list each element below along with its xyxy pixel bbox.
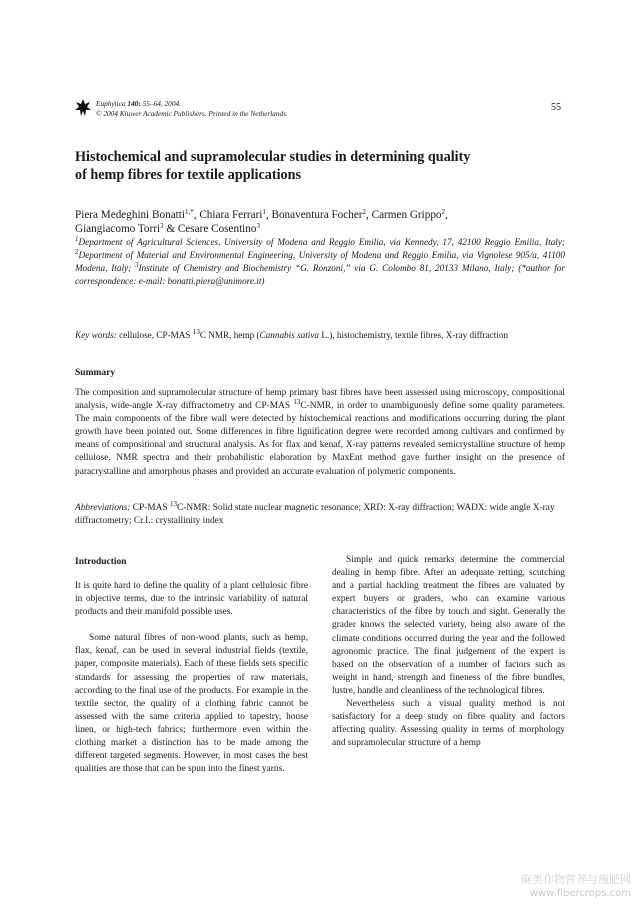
kluwer-logo-icon (75, 99, 91, 117)
author-sup: 2 (441, 208, 446, 216)
title-line-2: of hemp fibres for textile applications (75, 167, 302, 183)
abbreviations-label: Abbreviations: (75, 503, 131, 513)
summary-sup: 13 (293, 398, 301, 407)
author-sup: 2 (362, 208, 367, 216)
intro-paragraph-3: Simple and quick remarks determine the commercial dealing in hemp fibre. After an adequate retting, scutching and a partial hackling treatment the fibres are valuated by expert buyers or graders, who can examine various characteristics of the fibre by touch and sight. Generally the grader knows the selected variety, being also aware of the climate conditions occurred during the year and the followed agronomic practice. The final judgement of the expert is based on the observation of a number of factors such as weight in hand, strength and fineness of the fibre bundles, lustre, handle and cleanliness of the technological fibres. (332, 555, 565, 696)
author-name: , Chiara Ferrari (193, 209, 263, 221)
affiliation-text: Department of Material and Environmental Engineering, University of Modena and Reggio Emilia, via Vignolese 905/a, 41100 Modena, Italy; (75, 250, 565, 273)
journal-name: Euphytica (96, 99, 126, 108)
keywords-label: Key words: (75, 330, 117, 340)
introduction-heading: Introduction (75, 557, 127, 567)
author-separator: , (445, 209, 448, 221)
right-column (332, 554, 565, 750)
page-number: 55 (551, 102, 561, 113)
summary-body (75, 387, 565, 479)
author-sup: 3 (160, 221, 164, 230)
intro-paragraph-2: Some natural fibres of non-wood plants, such as hemp, flax, kenaf, can be used in several industrial fields (textile, paper, composite materials). Each of these fields sets specific standards for assessing the properties of raw materials, according to the final use of the products. For example in the textile sector, the quality of a clothing fabric cannot be assessed with the same criteria applied to tapestry, house linen, or high-tech fabrics; furthermore even within the clothing market a distinction has to be made among the different targeted segments. However, in most cases the best qualities are those that can be spun into the finest yarns. (75, 633, 308, 775)
author-sup: 3 (256, 221, 260, 230)
left-column (75, 580, 308, 776)
abbreviations-text: C-NMR: Solid state nuclear magnetic resonance; XRD: X-ray diffraction; WADX: wide angle X-ray diffractometry; Cr.I.: crystallinity index (75, 503, 555, 527)
author-sup: 1,* (185, 208, 194, 216)
author-name: Piera Medeghini Bonatti (75, 209, 185, 221)
keywords-text: cellulose, CP-MAS (116, 330, 193, 340)
keywords-sup: 13 (192, 328, 200, 336)
copyright-line: © 2004 Kluwer Academic Publishers. Printed in the Netherlands. (96, 109, 288, 118)
watermark-url: www.fibercrops.com (529, 888, 631, 899)
keywords-species: Cannabis sativa (259, 330, 320, 340)
affiliation-sup: 3 (135, 261, 139, 269)
author-sup: 1 (262, 208, 266, 216)
author-list (75, 209, 575, 236)
abbreviations (75, 502, 565, 528)
journal-volume: 140: (127, 99, 141, 108)
author-name: & Cesare Cosentino (163, 222, 257, 235)
author-name: Giangiacomo Torri (75, 222, 161, 235)
paper-title (75, 148, 555, 184)
author-name: , Bonaventura Focher (265, 209, 363, 221)
intro-paragraph-4: Nevertheless such a visual quality method is not satisfactory for a deep study on fibre quality and factors affecting quality. Assessing quality in terms of morphology and supramolecular structure of a hemp (332, 699, 565, 749)
summary-text: C-NMR, in order to unambiguously define some quality parameters. The main components of the fibre wall were detected by histochemical reactions and modifications occurring during the plant growth have been pointed out. Some differences in fibre lignification degree were recorded among cultivars and confirmed by means of compositional and structural analysis. As for flax and kenaf, X-ray patterns revealed semicrystalline structure of hemp cellulose. NMR spectra and their probabilistic elaboration by MaxEnt method gave further insight on the presence of paracrystalline and amorphous phases and provided an accurate evaluation of polymeric components. (75, 401, 565, 477)
keywords-text: L.), histochemistry, textile fibres, X-ray diffraction (319, 330, 509, 340)
author-name: , Carmen Grippo (366, 209, 442, 221)
affiliation-text: Institute of Chemistry and Biochemistry “G. Ronzoni,” via G. Colombo 81, 20133 Milano, Italy; (*author for correspondence: e-mail: bonatti.piera@unimore.it) (75, 263, 565, 286)
intro-paragraph-1: It is quite hard to define the quality of a plant cellulosic fibre in objective terms, due to the intrinsic variability of natural products and their manifold possible uses. (75, 581, 308, 618)
journal-citation (96, 99, 288, 119)
affiliation-sup: 1 (75, 235, 79, 243)
keywords-text: C NMR, hemp ( (199, 330, 260, 340)
affiliation-text: Department of Agricultural Sciences, University of Modena and Reggio Emilia, via Kennedy, 17, 42100 Reggio Emilia, Italy; (78, 237, 565, 247)
abbreviations-sup: 13 (169, 500, 177, 508)
watermark-cn: 麻类作物营养与施肥网 (521, 873, 631, 886)
summary-heading: Summary (75, 368, 116, 378)
title-line-1: Histochemical and supramolecular studies in determining quality (75, 149, 471, 165)
summary-text: The composition and supramolecular structure of hemp primary bast fibres have been assessed using microscopy, compositional analysis, wide-angle X-ray diffractometry and CP-MAS (75, 388, 565, 412)
keywords (75, 329, 565, 341)
abbreviations-text: CP-MAS (130, 503, 170, 513)
affiliation-sup: 2 (75, 248, 79, 256)
journal-pages: 55–64, 2004. (142, 99, 181, 108)
affiliations (75, 236, 565, 288)
